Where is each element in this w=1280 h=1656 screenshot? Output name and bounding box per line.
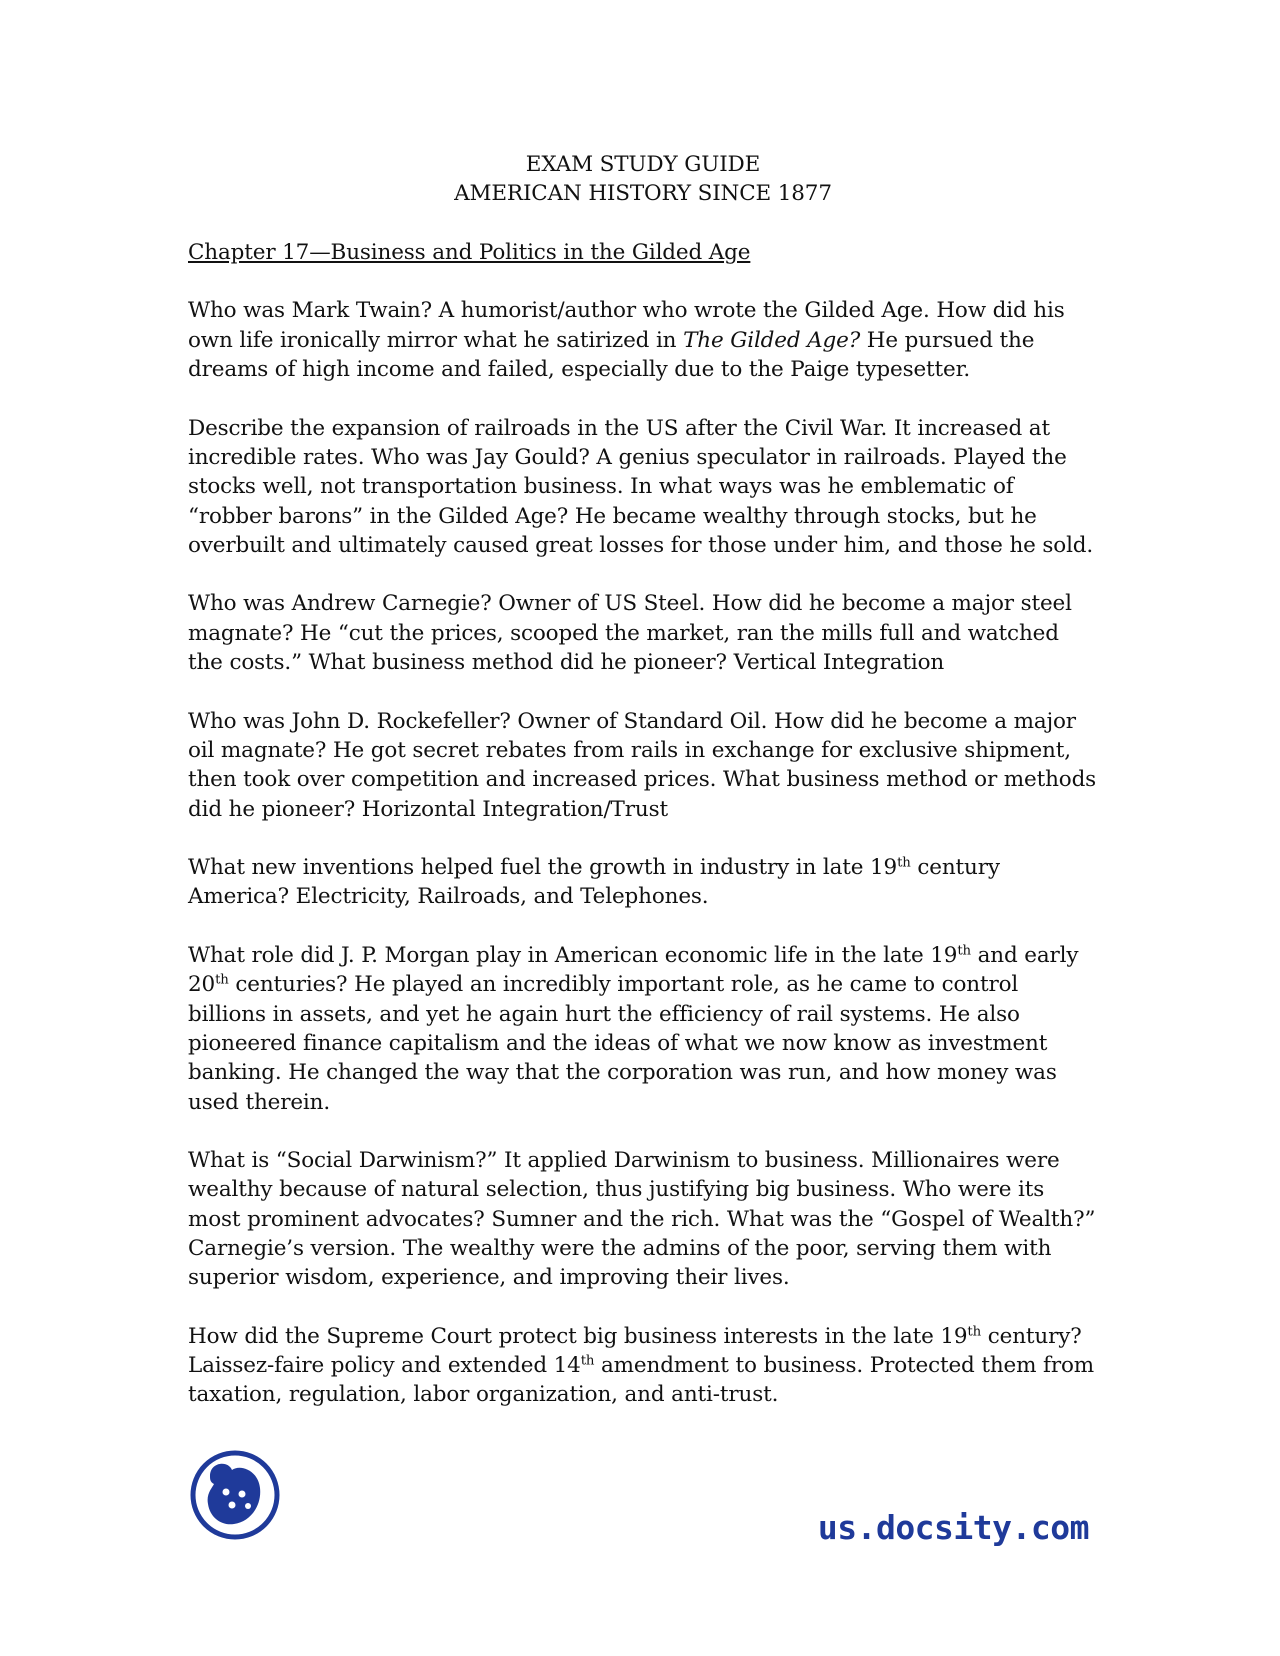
paragraph-text: What new inventions helped fuel the growth in industry in late 19: [188, 855, 898, 881]
header-subtitle: AMERICAN HISTORY SINCE 1877: [454, 181, 832, 207]
paragraph-railroads: Describe the expansion of railroads in the US after the Civil War. It increased at incredible rates. Who was Jay Gould? A genius speculator in railroads. Played the stocks well, not transportation business. In what ways was he emblematic of “robber barons” in the Gilded Age? He became wealthy through stocks, but he overbuilt and ultimately caused great losses for those under him, and those he sold.: [188, 415, 1094, 558]
ordinal-suffix: th: [215, 972, 229, 988]
ordinal-suffix: th: [967, 1324, 982, 1340]
paragraph-text: and early 20: [188, 943, 1079, 998]
ordinal-suffix: th: [580, 1353, 595, 1369]
ordinal-suffix: th: [897, 855, 911, 871]
book-title: The Gilded Age?: [683, 327, 861, 353]
header-title: EXAM STUDY GUIDE: [525, 152, 761, 177]
chapter-heading: Chapter 17—Business and Politics in the Gilded Age: [188, 239, 751, 265]
paragraph-rockefeller: Who was John D. Rockefeller? Owner of Standard Oil. How did he become a major oil magnate? He got secret rebates from rails in exchange for exclusive shipment, then took over competition and increased prices. What business method or methods did he pioneer? Horizontal Integration/Trust: [188, 708, 1097, 822]
document-page: [188, 150, 1098, 1439]
paragraph-text: centuries? He played an incredibly important role, as he came to control billions in assets, and yet he again hurt the efficiency of rail systems. He also pioneered finance capitalism and the ideas of what we now know as investment banking. He changed the way that the corporation was run, and how money was used therein.: [188, 972, 1057, 1115]
paragraph-text: century? Laissez-faire policy and extended 14: [188, 1323, 1082, 1379]
paragraph-carnegie: Who was Andrew Carnegie? Owner of US Steel. How did he become a major steel magnate? He “cut the prices, scooped the market, ran the mills full and watched the costs.” What business method did he pioneer? Vertical Integration: [188, 591, 1072, 676]
paragraph-text: What role did J. P. Morgan play in American economic life in the late 19: [188, 943, 958, 969]
document-header: [188, 150, 1098, 209]
docsity-brand-link[interactable]: us.docsity.com: [817, 1508, 1089, 1547]
docsity-logo-icon[interactable]: [188, 1448, 282, 1542]
paragraph-inventions: [188, 853, 1098, 912]
paragraph-text: amendment to business. Protected them from taxation, regulation, labor organization, and anti-trust.: [188, 1353, 1094, 1408]
paragraph-text: century America? Electricity, Railroads, and Telephones.: [188, 855, 1000, 910]
paragraph-text: How did the Supreme Court protect big business interests in the late 19: [188, 1323, 968, 1349]
ordinal-suffix: th: [957, 943, 971, 959]
paragraph-mark-twain: [188, 296, 1098, 384]
paragraph-morgan: [188, 941, 1098, 1117]
paragraph-supreme-court: [188, 1322, 1098, 1410]
paragraph-text: Who was Mark Twain? A humorist/author who wrote the Gilded Age. How did his own life ironically mirror what he satirized in: [188, 298, 1065, 353]
paragraph-social-darwinism: What is “Social Darwinism?” It applied Darwinism to business. Millionaires were wealthy because of natural selection, thus justifying big business. Who were its most prominent advocates? Sumner and the rich. What was the “Gospel of Wealth?” Carnegie’s version. The wealthy were the admins of the poor, serving them with superior wisdom, experience, and improving their lives.: [188, 1148, 1096, 1291]
paragraph-text: He pursued the dreams of high income and failed, especially due to the Paige typesetter.: [188, 327, 1035, 383]
